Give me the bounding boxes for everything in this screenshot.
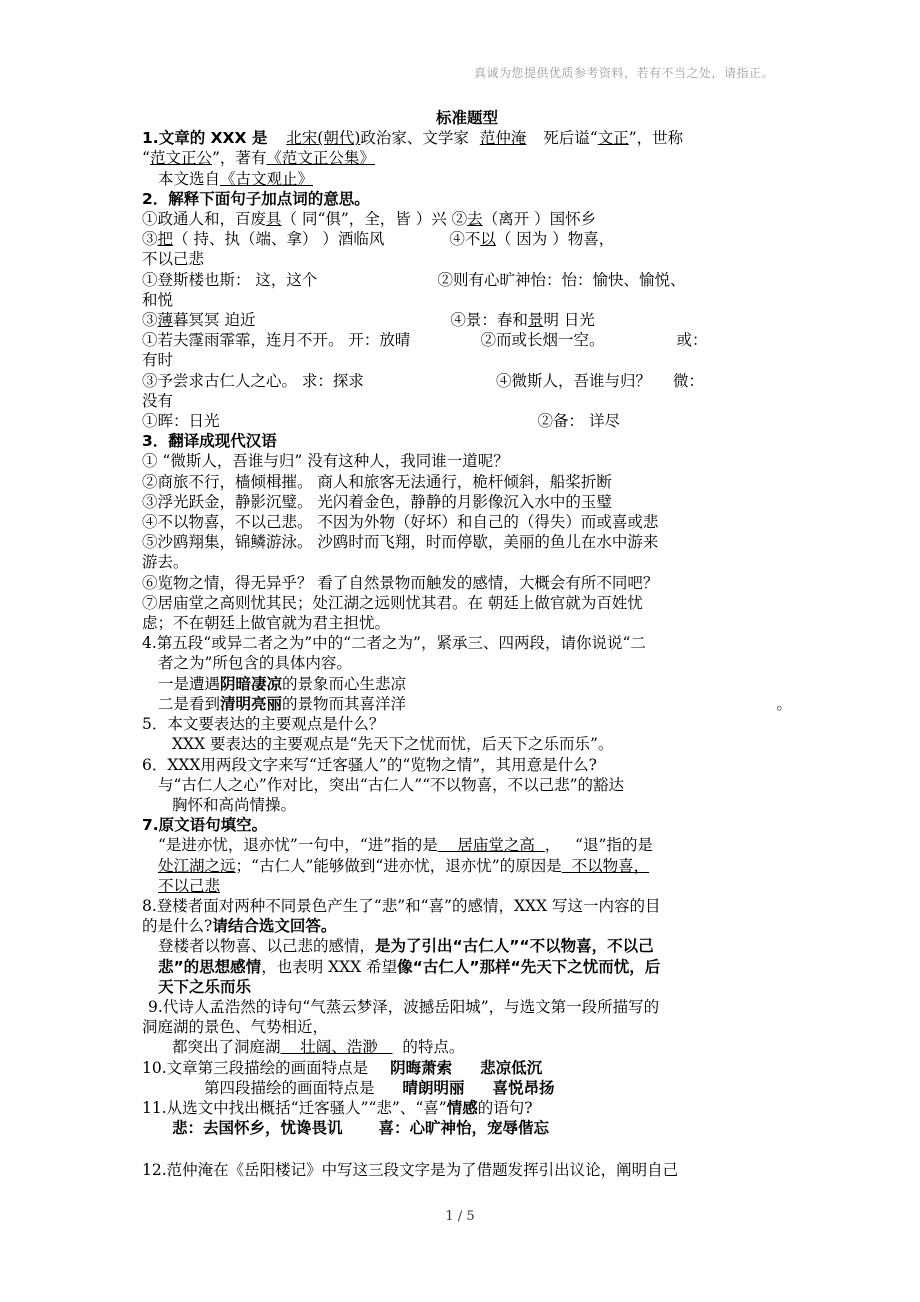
q3-line: 虑；不在朝廷上做官就为君主担忧。 <box>142 614 391 633</box>
q3-heading: 3．翻译成现代汉语 <box>142 432 277 451</box>
q2-text: 明 日光 <box>543 311 595 330</box>
q2-keyword: 具 <box>266 210 282 229</box>
q7-answer: 居庙堂之高 <box>437 836 545 855</box>
q9-answer: 壮阔、浩渺 <box>280 1038 393 1057</box>
q1-text: ”，著有 <box>211 149 267 168</box>
q4-text: 一是遭遇 <box>158 674 221 693</box>
q4-line <box>142 694 792 714</box>
q8-text: ，也表明 XXX 希望 <box>261 957 398 976</box>
q2-text: 微： <box>672 371 704 390</box>
q4-text: 的景象而心生悲凉 <box>282 674 407 693</box>
q2-text: ②备： 详尽 <box>537 412 620 431</box>
q4-line <box>142 674 792 694</box>
page-title: 标准题型 <box>435 109 498 127</box>
q2-text: （ 持、执（端、拿） ）酒临风 <box>173 230 385 249</box>
q10-answer: 阴晦萧索 <box>390 1058 453 1077</box>
q8-line <box>142 957 792 977</box>
q8-answer: 像“古仁人”那样“先天下之忧而忧，后 <box>397 957 661 976</box>
q4-text: 。 <box>776 694 792 713</box>
q1-text: 本文选自 <box>158 169 221 188</box>
q2-heading: 2．解释下面句子加点词的意思。 <box>142 189 370 208</box>
q10-line <box>142 1058 792 1078</box>
q1-answer-name: 范文正公 <box>149 149 212 168</box>
q10-line <box>142 1078 792 1098</box>
q3-line: ⑥览物之情，得无异乎？ 看了自然景物而触发的感情，大概会有所不同吧？ <box>142 573 659 592</box>
q8-answer: 悲”的思想感情 <box>158 957 262 976</box>
q10-answer: 晴朗明丽 <box>402 1078 465 1097</box>
q8-text-bold: 请结合选文回答。 <box>212 917 337 936</box>
q2-line <box>142 310 792 330</box>
q2-line <box>142 371 792 391</box>
q9-text: 的特点。 <box>392 1038 465 1057</box>
q2-text: ④景：春和 <box>450 311 528 330</box>
q4-text: 的景物而其喜洋洋 <box>282 694 407 713</box>
q2-line: 不以己悲 <box>142 250 205 269</box>
q5-line: 5．本文要表达的主要观点是什么？ <box>142 715 385 734</box>
q2-keyword: 去 <box>467 210 483 229</box>
q2-text: ②而或长烟一空。 <box>480 331 605 350</box>
q11-text: 的语句? <box>477 1098 533 1117</box>
q4-line: 者之为”所包含的具体内容。 <box>158 654 352 673</box>
q11-text: 11.从选文中找出概括“迁客骚人”“悲”、“喜” <box>142 1098 447 1117</box>
q4-answer: 清明亮丽 <box>220 694 283 713</box>
q8-line: 8.登楼者面对两种不同景色产生了“悲”和“喜”的感情，XXX 写这一内容的目 <box>142 896 661 915</box>
q2-text: （ 同“俱”，全，皆 ）兴 ② <box>281 210 468 229</box>
q2-line <box>142 330 792 350</box>
q3-line: ⑦居庙堂之高则忧其民；处江湖之远则忧其君。在 朝廷上做官就为百姓忧 <box>142 593 643 612</box>
q3-line: ① “微斯人，吾谁与归” 没有这种人，我同谁一道呢？ <box>142 452 509 471</box>
q7-heading: 7.原文语句填空。 <box>142 816 268 835</box>
q8-text: 的是什么? <box>142 917 213 936</box>
document-body <box>142 108 792 1181</box>
q7-text: ， “退”指的是 <box>544 836 653 855</box>
q2-text: ①登斯楼也斯： 这，这个 <box>142 270 318 289</box>
q12-line: 12.范仲淹在《岳阳楼记》中写这三段文字是为了借题发挥引出议论，阐明自己 <box>142 1161 679 1180</box>
q2-text: ①政通人和，百废 <box>142 210 267 229</box>
q7-answer: 不以己悲 <box>158 876 221 895</box>
q2-text: ③ <box>142 230 158 249</box>
q7-text: ；“古仁人”能够做到“进亦忧，退亦忧”的原因是 <box>235 856 562 875</box>
q1-line-3 <box>142 169 792 189</box>
q1-number: 1. <box>142 129 159 148</box>
q6-line: 6．XXX用两段文字来写“迁客骚人”的“览物之情”，其用意是什么? <box>142 755 597 774</box>
q8-line <box>142 916 792 936</box>
q3-line: 游去。 <box>142 553 189 572</box>
q1-answer-title: 文正 <box>597 129 629 148</box>
q7-answer: 处江湖之远 <box>158 856 236 875</box>
q8-line <box>142 936 792 956</box>
q1-answer-works: 《范文正公集》 <box>266 149 375 168</box>
q3-line: ③浮光跃金，静影沉璧。 光闪着金色，静静的月影像沉入水中的玉璧 <box>142 492 612 511</box>
q2-text: ①晖：日光 <box>142 412 220 431</box>
q1-text: “ <box>142 149 150 168</box>
q2-keyword: 以 <box>480 230 496 249</box>
q11-answer: 喜：心旷神怡，宠辱偕忘 <box>378 1119 550 1138</box>
q2-text: （ 因为 ）物喜， <box>495 230 615 249</box>
q9-text: 都突出了洞庭湖 <box>172 1038 281 1057</box>
q11-line <box>142 1118 792 1138</box>
q2-line <box>142 270 792 290</box>
q8-text: 登楼者以物喜、以己悲的感情， <box>158 937 376 956</box>
q3-line: ⑤沙鸥翔集，锦鳞游泳。 沙鸥时而飞翔，时而停歇，美丽的鱼儿在水中游来 <box>142 533 659 552</box>
q2-text: ④不 <box>449 230 481 249</box>
q1-answer-author: 范仲淹 <box>479 129 527 148</box>
q1-line-2 <box>142 148 792 168</box>
q2-text: 或： <box>676 331 708 350</box>
q2-keyword: 薄 <box>157 311 174 330</box>
q2-line: 没有 <box>142 391 174 410</box>
q1-text: 死后谥“ <box>543 129 598 148</box>
q9-line: 9.代诗人孟浩然的诗句“气蒸云梦泽，波撼岳阳城”，与选文第一段所描写的 <box>148 997 660 1016</box>
q8-line: 天下之乐而乐 <box>158 977 252 996</box>
q7-answer: 不以物喜， <box>561 856 650 875</box>
q10-text: 第四段描绘的画面特点是 <box>204 1078 375 1097</box>
q2-line <box>142 411 792 431</box>
q9-line: 洞庭湖的景色、气势相近， <box>142 1018 329 1037</box>
q11-answer: 悲：去国怀乡，忧谗畏讥 <box>172 1119 343 1138</box>
q1-text: ”，世称 <box>628 129 684 148</box>
q4-answer: 阴暗凄凉 <box>220 674 283 693</box>
page-number: 1 / 5 <box>445 1209 475 1224</box>
q2-keyword: 景 <box>527 311 544 330</box>
q10-text: 10.文章第三段描绘的画面特点是 <box>142 1058 369 1077</box>
q8-answer: 是为了引出“古仁人”“不以物喜，不以己 <box>375 937 654 956</box>
q2-line: 和悦 <box>142 290 174 309</box>
q1-line-1 <box>142 128 792 148</box>
q6-line: 与“古仁人之心”作对比，突出“古仁人”“不以物喜，不以己悲”的豁达 <box>158 775 625 794</box>
q11-line <box>142 1098 792 1118</box>
q4-text: 二是看到 <box>158 694 221 713</box>
q2-text: （离开 ）国怀乡 <box>482 210 597 229</box>
q2-text: ④微斯人，吾谁与归？ <box>495 371 651 390</box>
q2-text: 暮冥冥 迫近 <box>173 311 256 330</box>
q11-text-bold: 情感 <box>446 1098 478 1117</box>
q1-answer-source: 《古文观止》 <box>220 169 314 188</box>
q5-line: XXX 要表达的主要观点是“先天下之忧而忧，后天下之乐而乐”。 <box>172 735 614 754</box>
watermark-text: 真诚为您提供优质参考资料，若有不当之处，请指正。 <box>473 66 774 80</box>
q10-answer: 喜悦昂扬 <box>492 1078 555 1097</box>
q2-line <box>142 229 792 249</box>
q6-line: 胸怀和高尚情操。 <box>172 795 297 814</box>
q3-line: ②商旅不行，樯倾楫摧。 商人和旅客无法通行，桅杆倾斜，船桨折断 <box>142 472 612 491</box>
q2-line <box>142 209 792 229</box>
q1-lead: 文章的 XXX 是 <box>158 129 268 148</box>
q2-text: ②则有心旷神怡：怡：愉快、愉悦、 <box>437 270 686 289</box>
q7-line <box>142 856 792 876</box>
q7-line <box>142 876 792 896</box>
q2-text: ③予尝求古仁人之心。 求：探求 <box>142 371 364 390</box>
q7-text: “是进亦忧，退亦忧”一句中，“进”指的是 <box>158 836 438 855</box>
q2-text: ③ <box>142 311 158 330</box>
q10-answer: 悲凉低沉 <box>480 1058 543 1077</box>
q4-line: 4.第五段“或异二者之为”中的“二者之为”，紧承三、四两段，请你说说“二 <box>142 634 646 653</box>
q1-answer-dynasty: 北宋(朝代) <box>286 129 361 148</box>
q2-text: ①若夫霪雨霏霏，连月不开。 开：放晴 <box>142 331 411 350</box>
q7-line <box>142 835 792 855</box>
q2-keyword: 把 <box>157 230 174 249</box>
q2-line: 有时 <box>142 351 174 370</box>
q9-line <box>142 1037 792 1057</box>
q1-text: 政治家、文学家 <box>360 129 469 148</box>
q3-line: ④不以物喜，不以己悲。 不因为外物（好坏）和自己的（得失）而或喜或悲 <box>142 513 659 532</box>
